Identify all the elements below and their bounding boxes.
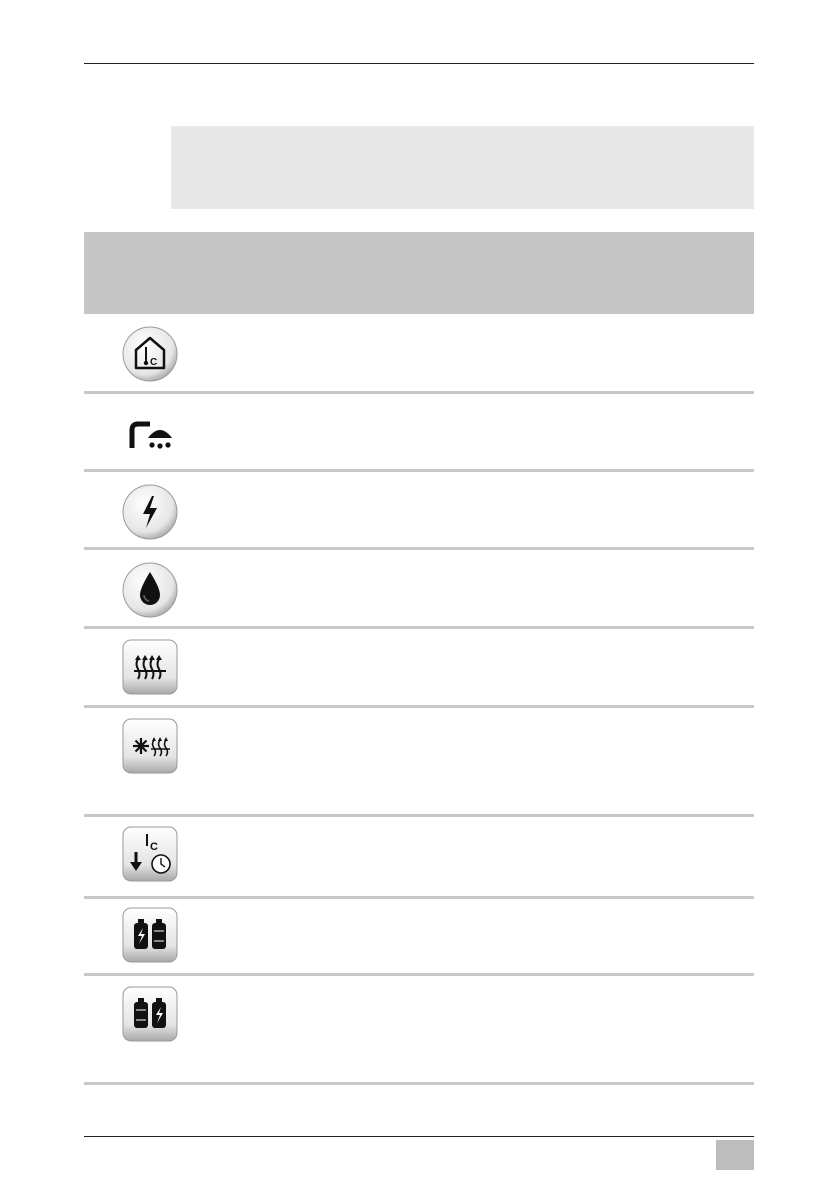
house-thermometer-icon [122, 326, 178, 382]
page-number-tab [716, 1140, 754, 1170]
table-header [84, 232, 754, 314]
temperature-timer-icon [122, 826, 178, 882]
table-row [84, 472, 754, 550]
svg-text:C: C [150, 841, 158, 853]
table-row [84, 394, 754, 472]
top-rule [84, 63, 754, 64]
shower-icon [122, 408, 178, 464]
table-row [84, 314, 754, 394]
table-row [84, 976, 754, 1085]
table-row [84, 817, 754, 899]
table-row [84, 629, 754, 708]
frost-heating-icon [122, 718, 178, 774]
table-row [84, 899, 754, 976]
gas-cylinder-right-icon [122, 986, 178, 1042]
bottom-rule [84, 1136, 754, 1137]
svg-text:C: C [150, 357, 158, 368]
row-divider [84, 1082, 754, 1085]
fuel-drop-icon [122, 562, 178, 618]
note-box [171, 126, 754, 209]
heating-icon [122, 639, 178, 695]
lightning-icon [122, 484, 178, 540]
table-row [84, 550, 754, 629]
table-row [84, 708, 754, 817]
gas-cylinder-left-icon [122, 907, 178, 963]
